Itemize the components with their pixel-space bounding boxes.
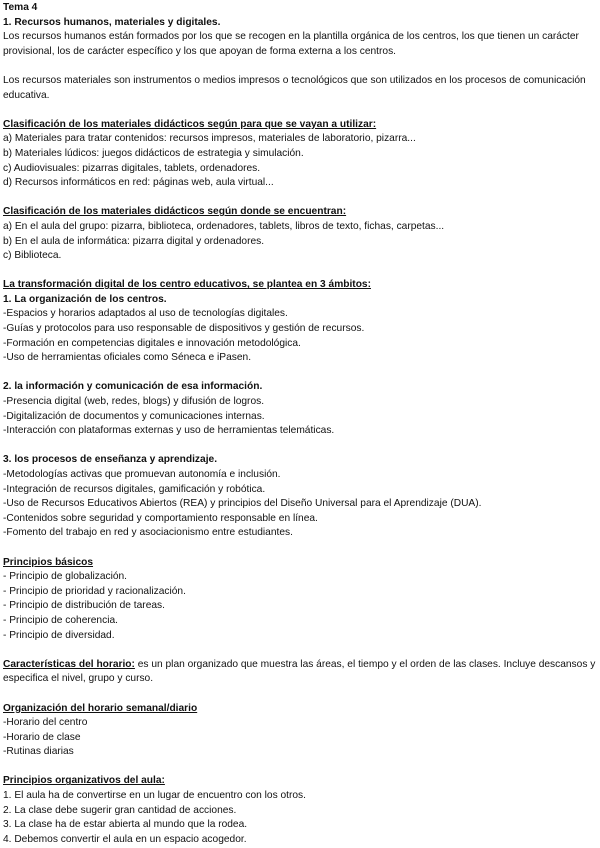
list-item: -Rutinas diarias: [3, 746, 74, 758]
list-item: -Horario de clase: [3, 731, 81, 743]
list-item: - Principio de prioridad y racionalización.: [3, 585, 186, 597]
list-item: -Presencia digital (web, redes, blogs) y difusión de logros.: [3, 396, 265, 408]
caracteristicas-horario-paragraph: [3, 658, 596, 687]
list-item: -Uso de Recursos Educativos Abiertos (REA) y principios del Diseño Universal para el Aprendizaje (DUA).: [3, 498, 482, 510]
principios-basicos-title: Principios básicos: [3, 556, 94, 568]
list-item: -Interacción con plataformas externas y uso de herramientas telemáticas.: [3, 425, 335, 437]
list-item: b) Materiales lúdicos: juegos didácticos de estrategia y simulación.: [3, 147, 304, 159]
list-item: 1. El aula ha de convertirse en un lugar de encuentro con los otros.: [3, 790, 306, 802]
list-item: - Principio de distribución de tareas.: [3, 600, 165, 612]
list-item: 3. La clase ha de estar abierta al mundo que la rodea.: [3, 819, 248, 831]
list-item: a) Materiales para tratar contenidos: recursos impresos, materiales de laboratorio, pizarra...: [3, 133, 416, 145]
spacer: [3, 687, 596, 702]
transformacion-digital-title: La transformación digital de los centro educativos, se plantea en 3 ámbitos:: [3, 279, 371, 291]
spacer: [3, 103, 596, 118]
spacer: [3, 366, 596, 381]
list-item: -Guías y protocolos para uso responsable de dispositivos y gestión de recursos.: [3, 323, 365, 335]
spacer: [3, 643, 596, 658]
tema-heading: Tema 4: [3, 2, 38, 13]
list-item: -Uso de herramientas oficiales como Séneca e iPasen.: [3, 352, 252, 364]
list-item: -Horario del centro: [3, 717, 88, 729]
list-item: c) Biblioteca.: [3, 250, 62, 262]
list-item: a) En el aula del grupo: pizarra, biblioteca, ordenadores, tablets, libros de texto, fichas, carpetas...: [3, 220, 445, 232]
list-item: -Fomento del trabajo en red y asociacionismo entre estudiantes.: [3, 527, 293, 539]
list-item: - Principio de coherencia.: [3, 614, 118, 626]
spacer: [3, 59, 596, 74]
ambito-3-title: 3. los procesos de enseñanza y aprendizaje.: [3, 454, 218, 466]
ambito-2-title: 2. la información y comunicación de esa información.: [3, 381, 263, 393]
paragraph-recursos-materiales: Los recursos materiales son instrumentos o medios impresos o tecnológicos que son utilizados en los procesos de comunicación educativa.: [3, 74, 586, 101]
list-item: -Formación en competencias digitales e innovación metodológica.: [3, 337, 301, 349]
caracteristicas-horario-text: es un plan organizado que muestra las áreas, el tiempo y el orden de las clases. Incluye descansos y especifica el nivel, grupo y curso.: [3, 658, 596, 685]
list-item: -Metodologías activas que promuevan autonomía e inclusión.: [3, 469, 281, 480]
list-item: -Contenidos sobre seguridad y comportamiento responsable en línea.: [3, 512, 318, 524]
spacer: [3, 191, 596, 206]
list-item: c) Audiovisuales: pizarras digitales, tablets, ordenadores.: [3, 162, 261, 174]
list-item: -Integración de recursos digitales, gamificación y robótica.: [3, 483, 266, 495]
ambito-1-title: 1. La organización de los centros.: [3, 293, 167, 305]
list-item: -Espacios y horarios adaptados al uso de tecnologías digitales.: [3, 308, 288, 320]
list-item: - Principio de globalización.: [3, 571, 128, 583]
list-item: b) En el aula de informática: pizarra digital y ordenadores.: [3, 235, 265, 247]
list-item: - Principio de diversidad.: [3, 629, 115, 641]
spacer: [3, 439, 596, 454]
list-item: 4. Debemos convertir el aula en un espacio acogedor.: [3, 833, 247, 845]
spacer: [3, 264, 596, 279]
list-item: -Digitalización de documentos y comunicaciones internas.: [3, 410, 265, 422]
list-item: d) Recursos informáticos en red: páginas web, aula virtual...: [3, 177, 274, 189]
list-item: 2. La clase debe sugerir gran cantidad de acciones.: [3, 804, 237, 816]
organizacion-horario-title: Organización del horario semanal/diario: [3, 702, 198, 714]
clasificacion-uso-title: Clasificación de los materiales didácticos según para que se vayan a utilizar:: [3, 118, 377, 130]
caracteristicas-horario-title: Características del horario:: [3, 658, 135, 670]
section-1-title: 1. Recursos humanos, materiales y digitales.: [3, 16, 221, 28]
clasificacion-ubicacion-title: Clasificación de los materiales didácticos según donde se encuentran:: [3, 206, 347, 218]
paragraph-recursos-humanos: Los recursos humanos están formados por los que se recogen en la plantilla orgánica de los centros, los que tienen un carácter provisional, los de carácter específico y los que apoyan de forma externa a los centros.: [3, 31, 579, 57]
spacer: [3, 760, 596, 775]
principios-organizativos-title: Principios organizativos del aula:: [3, 775, 165, 787]
spacer: [3, 541, 596, 556]
